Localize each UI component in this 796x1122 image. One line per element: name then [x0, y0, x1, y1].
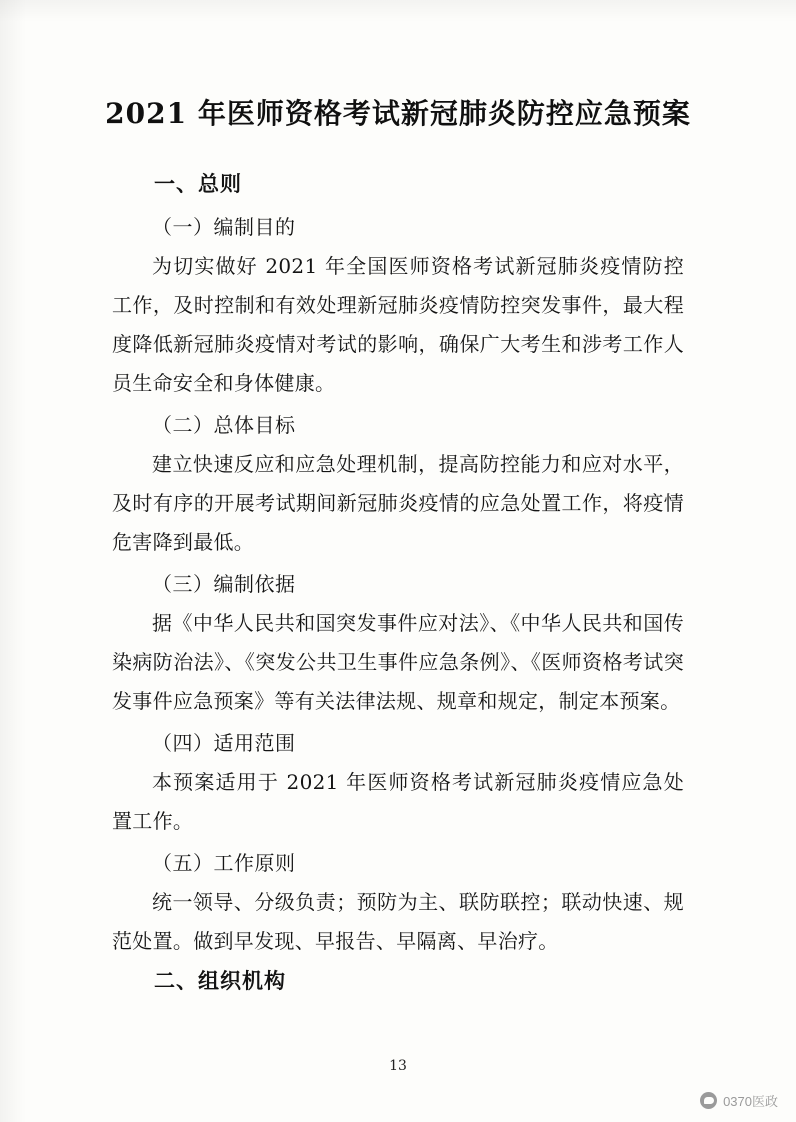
paragraph: 据《中华人民共和国突发事件应对法》、《中华人民共和国传染病防治法》、《突发公共卫生事件应急条例》、《医师资格考试突发事件应急预案》等有关法律法规、规章和规定，制定本预案。	[112, 610, 684, 713]
subsection-basis	[112, 566, 684, 721]
sub-heading: （四）适用范围	[152, 730, 296, 755]
sub-heading: （一）编制目的	[152, 214, 296, 239]
sub-heading: （二）总体目标	[152, 412, 296, 437]
paragraph: 建立快速反应和应急处理机制，提高防控能力和应对水平，及时有序的开展考试期间新冠肺炎疫情的应急处置工作，将疫情危害降到最低。	[112, 451, 684, 554]
document-body	[0, 132, 796, 1000]
subsection-overall-goal	[112, 407, 684, 562]
subsection-purpose	[112, 209, 684, 403]
wechat-logo-icon	[700, 1092, 717, 1109]
sub-heading: （三）编制依据	[152, 571, 296, 596]
watermark-label: 0370医政	[723, 1094, 778, 1109]
watermark	[700, 1091, 778, 1110]
section-heading: 二、组织机构	[154, 967, 286, 993]
page-number: 13	[389, 1058, 407, 1074]
paragraph: 为切实做好 2021 年全国医师资格考试新冠肺炎疫情防控工作，及时控制和有效处理新冠肺炎疫情防控突发事件，最大程度降低新冠肺炎疫情对考试的影响，确保广大考生和涉考工作人员生命安全和身体健康。	[112, 253, 684, 395]
page-title: 2021 年医师资格考试新冠肺炎防控应急预案	[105, 97, 691, 130]
subsection-working-principles	[112, 845, 684, 961]
paragraph: 统一领导、分级负责；预防为主、联防联控；联动快速、规范处置。做到早发现、早报告、早隔离、早治疗。	[112, 889, 684, 953]
paragraph: 本预案适用于 2021 年医师资格考试新冠肺炎疫情应急处置工作。	[112, 769, 684, 833]
section-general-principles	[112, 166, 684, 961]
subsection-scope	[112, 725, 684, 841]
section-organization	[112, 963, 684, 1000]
section-heading: 一、总则	[154, 171, 242, 196]
sub-heading: （五）工作原则	[152, 850, 296, 875]
